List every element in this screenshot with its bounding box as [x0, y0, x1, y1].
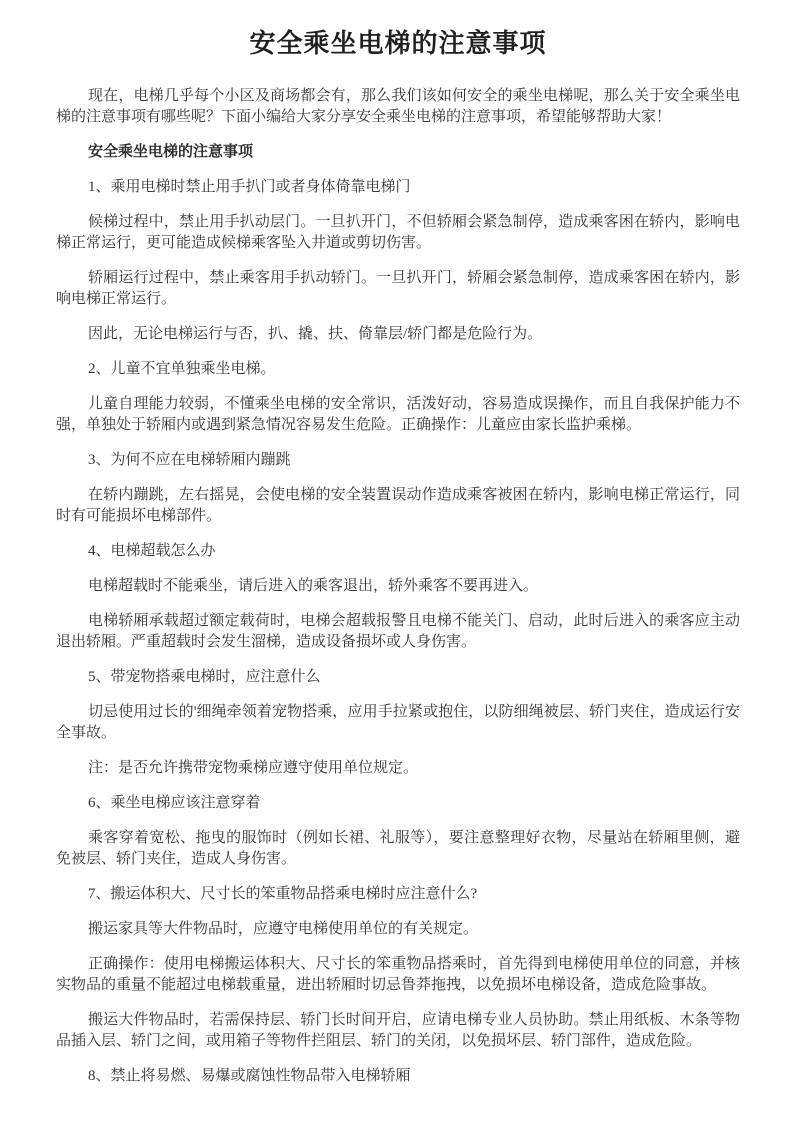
section-4-paragraph: 电梯超载时不能乘坐，请后进入的乘客退出，轿外乘客不要再进入。 — [88, 578, 539, 594]
section-2-paragraph: 儿童自理能力较弱，不懂乘坐电梯的安全常识，活泼好动，容易造成误操作，而且自我保护能力不强，单独处于轿厢内或遇到紧急情况容易发生危险。正确操作：儿童应由家长监护乘梯。 — [56, 396, 740, 433]
section-7-paragraph: 正确操作：使用电梯搬运体积大、尺寸长的笨重物品搭乘时，首先得到电梯使用单位的同意，并核实物品的重量不能超过电梯载重量，进出轿厢时切忌鲁莽拖拽，以免损坏电梯设备，造成危险事故。 — [56, 956, 740, 993]
section-1-paragraph: 轿厢运行过程中，禁止乘客用手扒动轿门。一旦扒开门，轿厢会紧急制停，造成乘客困在轿内，影响电梯正常运行。 — [56, 270, 740, 307]
section-4-heading: 4、电梯超载怎么办 — [88, 543, 216, 559]
section-1-heading: 1、乘用电梯时禁止用手扒门或者身体倚靠电梯门 — [88, 179, 411, 195]
section-6-paragraph: 乘客穿着宽松、拖曳的服饰时（例如长裙、礼服等），要注意整理好衣物，尽量站在轿厢里侧，避免被层、轿门夹住，造成人身伤害。 — [56, 830, 740, 867]
section-7-paragraph: 搬运大件物品时，若需保持层、轿门长时间开启，应请电梯专业人员协助。禁止用纸板、木条等物品插入层、轿门之间，或用箱子等物件拦阻层、轿门的关闭，以免损坏层、轿门部件，造成危险。 — [56, 1012, 740, 1049]
section-5-heading: 5、带宠物搭乘电梯时，应注意什么 — [88, 669, 321, 685]
section-7-paragraph: 搬运家具等大件物品时，应遵守电梯使用单位的有关规定。 — [88, 921, 479, 937]
document-title: 安全乘坐电梯的注意事项 — [249, 28, 547, 58]
section-1-paragraph: 候梯过程中，禁止用手扒动层门。一旦扒开门，不但轿厢会紧急制停，造成乘客困在轿内，影响电梯正常运行，更可能造成候梯乘客坠入井道或剪切伤害。 — [56, 214, 740, 251]
section-7-heading: 7、搬运体积大、尺寸长的笨重物品搭乘电梯时应注意什么? — [88, 886, 478, 902]
intro-paragraph: 现在，电梯几乎每个小区及商场都会有，那么我们该如何安全的乘坐电梯呢，那么关于安全乘坐电梯的注意事项有哪些呢？下面小编给大家分享安全乘坐电梯的注意事项，希望能够帮助大家！ — [56, 88, 740, 125]
section-4-paragraph: 电梯轿厢承载超过额定载荷时，电梯会超载报警且电梯不能关门、启动，此时后进入的乘客应主动退出轿厢。严重超载时会发生溜梯，造成设备损坏或人身伤害。 — [56, 613, 740, 650]
section-3-heading: 3、为何不应在电梯轿厢内蹦跳 — [88, 452, 291, 468]
section-3-paragraph: 在轿内蹦跳，左右摇晃，会使电梯的安全装置误动作造成乘客被困在轿内，影响电梯正常运行，同时有可能损坏电梯部件。 — [56, 487, 740, 524]
section-2-heading: 2、儿童不宜单独乘坐电梯。 — [88, 361, 276, 377]
section-8-heading: 8、禁止将易燃、易爆或腐蚀性物品带入电梯轿厢 — [88, 1068, 411, 1084]
section-6-heading: 6、乘坐电梯应该注意穿着 — [88, 795, 261, 811]
section-1-paragraph: 因此，无论电梯运行与否，扒、撬、扶、倚靠层/轿门都是危险行为。 — [88, 326, 543, 342]
section-5-paragraph: 切忌使用过长的'细绳牵领着宠物搭乘，应用手拉紧或抱住，以防细绳被层、轿门夹住，造成运行安全事故。 — [56, 704, 740, 741]
section-5-note: 注：是否允许携带宠物乘梯应遵守使用单位规定。 — [88, 760, 419, 776]
subheading: 安全乘坐电梯的注意事项 — [88, 144, 254, 160]
